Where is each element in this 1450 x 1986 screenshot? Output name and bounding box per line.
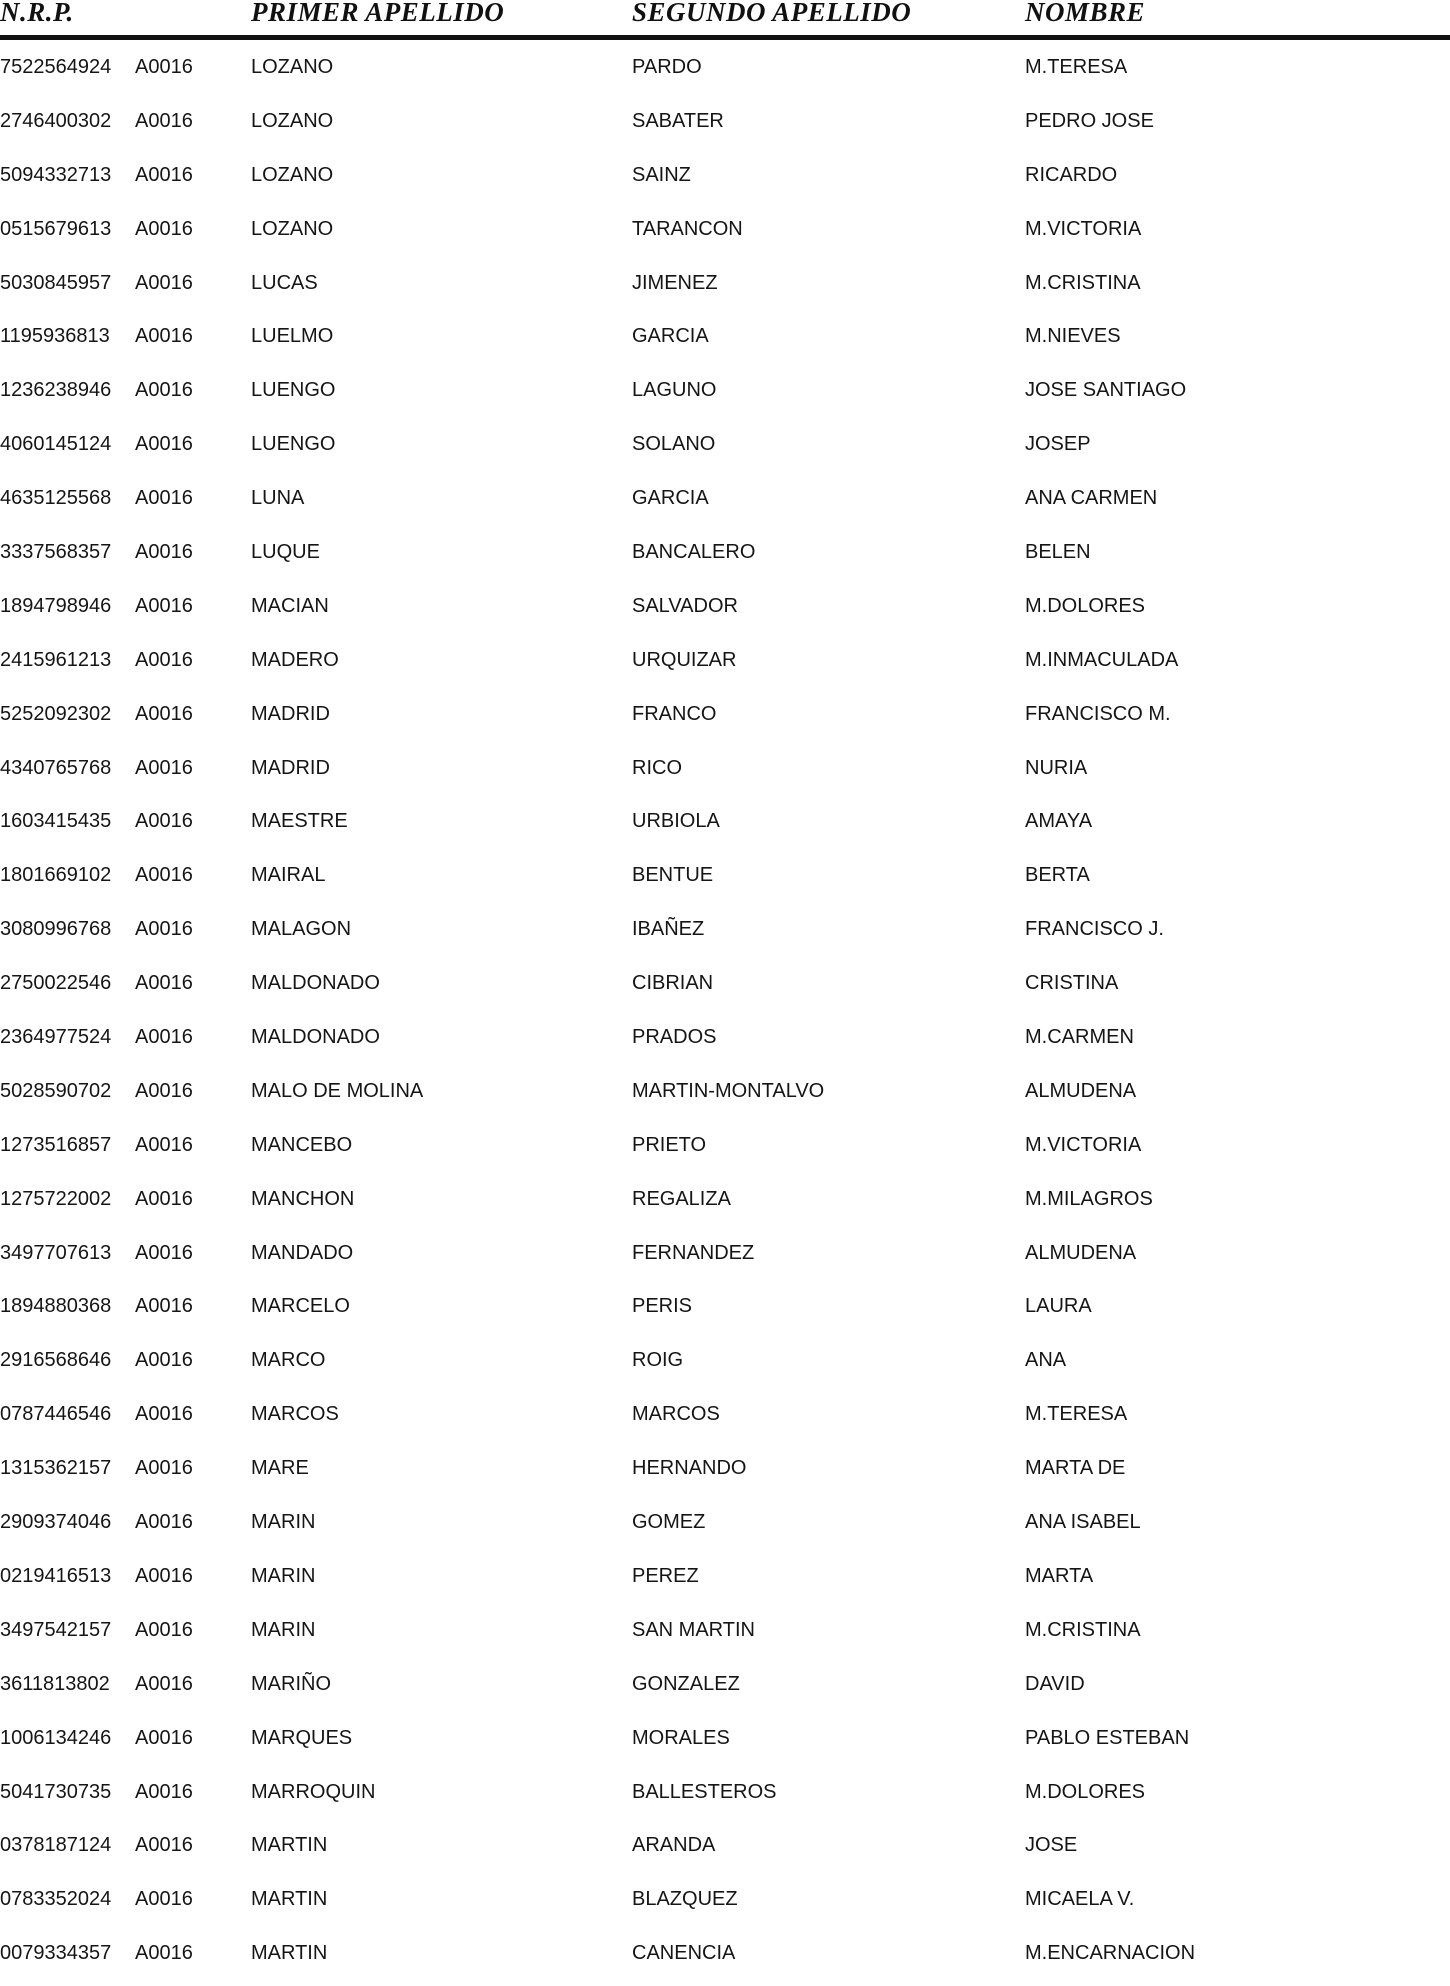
segundo-apellido-cell: PRIETO	[632, 1133, 707, 1156]
nombre-cell: FRANCISCO M.	[1025, 702, 1171, 725]
primer-apellido-cell: MARIN	[251, 1618, 316, 1641]
code-cell: A0016	[135, 972, 193, 995]
nombre-cell: M.TERESA	[1025, 56, 1128, 78]
header-nombre: NOMBRE	[1025, 0, 1146, 27]
code-cell: A0016	[135, 325, 193, 348]
segundo-apellido-cell: MORALES	[632, 1726, 730, 1749]
nombre-cell: DAVID	[1025, 1672, 1085, 1695]
table-row	[0, 423, 1450, 477]
segundo-apellido-cell: FERNANDEZ	[632, 1241, 755, 1264]
nombre-cell: MICAELA V.	[1025, 1888, 1135, 1911]
code-cell: A0016	[135, 271, 193, 294]
header-segundo-apellido: SEGUNDO APELLIDO	[632, 0, 912, 27]
nrp-cell: 0787446546	[0, 1403, 112, 1426]
header-primer-apellido: PRIMER APELLIDO	[251, 0, 505, 27]
nombre-cell: ANA	[1025, 1349, 1067, 1372]
primer-apellido-cell: MARTIN	[251, 1942, 328, 1965]
primer-apellido-cell: MARCOS	[251, 1403, 339, 1426]
nombre-cell: M.DOLORES	[1025, 1780, 1146, 1803]
primer-apellido-cell: LUNA	[251, 487, 305, 510]
table-row	[0, 1016, 1450, 1070]
code-cell: A0016	[135, 1403, 193, 1426]
primer-apellido-cell: MARROQUIN	[251, 1780, 376, 1803]
table-row	[0, 800, 1450, 854]
table-row	[0, 477, 1450, 531]
nombre-cell: NURIA	[1025, 756, 1088, 779]
nombre-cell: M.DOLORES	[1025, 594, 1146, 617]
nombre-cell: PEDRO JOSE	[1025, 109, 1154, 132]
table-row	[0, 1771, 1450, 1825]
code-cell: A0016	[135, 756, 193, 779]
segundo-apellido-cell: FRANCO	[632, 702, 717, 725]
segundo-apellido-cell: SAINZ	[632, 163, 691, 186]
primer-apellido-cell: MADRID	[251, 702, 330, 725]
nombre-cell: CRISTINA	[1025, 972, 1119, 995]
code-cell: A0016	[135, 163, 193, 186]
nombre-cell: ALMUDENA	[1025, 1241, 1137, 1264]
segundo-apellido-cell: SOLANO	[632, 433, 716, 456]
primer-apellido-cell: LOZANO	[251, 163, 334, 186]
table-row	[0, 100, 1450, 154]
nrp-cell: 5041730735	[0, 1780, 112, 1803]
table-row	[0, 1070, 1450, 1124]
segundo-apellido-cell: ROIG	[632, 1349, 684, 1372]
primer-apellido-cell: LUENGO	[251, 379, 336, 402]
primer-apellido-cell: MALAGON	[251, 918, 352, 941]
table-row	[0, 262, 1450, 316]
segundo-apellido-cell: GARCIA	[632, 325, 709, 348]
segundo-apellido-cell: URBIOLA	[632, 810, 720, 833]
table-row	[0, 1932, 1450, 1986]
nombre-cell: M.VICTORIA	[1025, 217, 1142, 240]
primer-apellido-cell: LUQUE	[251, 541, 320, 564]
table-row	[0, 962, 1450, 1016]
nombre-cell: JOSEP	[1025, 433, 1091, 456]
nrp-cell: 1894880368	[0, 1295, 112, 1318]
nrp-cell: 1603415435	[0, 810, 112, 833]
table-row	[0, 1285, 1450, 1339]
segundo-apellido-cell: PARDO	[632, 56, 702, 78]
segundo-apellido-cell: RICO	[632, 756, 682, 779]
primer-apellido-cell: MAIRAL	[251, 864, 326, 887]
segundo-apellido-cell: IBAÑEZ	[632, 918, 705, 941]
code-cell: A0016	[135, 594, 193, 617]
nombre-cell: ANA ISABEL	[1025, 1511, 1141, 1534]
nombre-cell: ANA CARMEN	[1025, 487, 1158, 510]
segundo-apellido-cell: GONZALEZ	[632, 1672, 740, 1695]
table-row	[0, 854, 1450, 908]
nrp-cell: 2916568646	[0, 1349, 112, 1372]
primer-apellido-cell: LOZANO	[251, 109, 334, 132]
table-row	[0, 908, 1450, 962]
nombre-cell: AMAYA	[1025, 810, 1093, 833]
nrp-cell: 3611813802	[0, 1672, 110, 1695]
nrp-cell: 4060145124	[0, 433, 112, 456]
segundo-apellido-cell: BLAZQUEZ	[632, 1888, 738, 1911]
table-row	[0, 1393, 1450, 1447]
primer-apellido-cell: MALDONADO	[251, 972, 380, 995]
segundo-apellido-cell: JIMENEZ	[632, 271, 718, 294]
table-row	[0, 315, 1450, 369]
table-row	[0, 693, 1450, 747]
primer-apellido-cell: MARIN	[251, 1511, 316, 1534]
segundo-apellido-cell: URQUIZAR	[632, 648, 737, 671]
code-cell: A0016	[135, 541, 193, 564]
nombre-cell: M.VICTORIA	[1025, 1133, 1142, 1156]
segundo-apellido-cell: REGALIZA	[632, 1187, 731, 1210]
code-cell: A0016	[135, 1888, 193, 1911]
code-cell: A0016	[135, 1187, 193, 1210]
nrp-cell: 3080996768	[0, 918, 112, 941]
table-row	[0, 1232, 1450, 1286]
segundo-apellido-cell: SALVADOR	[632, 594, 738, 617]
code-cell: A0016	[135, 1349, 193, 1372]
nombre-cell: MARTA	[1025, 1564, 1094, 1587]
nrp-cell: 0515679613	[0, 217, 112, 240]
segundo-apellido-cell: CIBRIAN	[632, 972, 714, 995]
table-row	[0, 585, 1450, 639]
primer-apellido-cell: MAESTRE	[251, 810, 348, 833]
table-row	[0, 1124, 1450, 1178]
segundo-apellido-cell: ARANDA	[632, 1834, 716, 1857]
nrp-cell: 7522564924	[0, 56, 112, 78]
code-cell: A0016	[135, 702, 193, 725]
nrp-cell: 0219416513	[0, 1564, 112, 1587]
table-row	[0, 1555, 1450, 1609]
table-row	[0, 1878, 1450, 1932]
nrp-cell: 1006134246	[0, 1726, 112, 1749]
nombre-cell: LAURA	[1025, 1295, 1092, 1318]
segundo-apellido-cell: LAGUNO	[632, 379, 717, 402]
table-row	[0, 1339, 1450, 1393]
segundo-apellido-cell: BALLESTEROS	[632, 1780, 777, 1803]
segundo-apellido-cell: BANCALERO	[632, 541, 756, 564]
nrp-cell: 1195936813	[0, 325, 110, 348]
header-rule	[0, 35, 1450, 40]
nrp-cell: 5252092302	[0, 702, 112, 725]
nrp-cell: 1894798946	[0, 594, 112, 617]
nrp-cell: 1801669102	[0, 864, 112, 887]
nrp-cell: 2364977524	[0, 1026, 112, 1049]
code-cell: A0016	[135, 487, 193, 510]
nrp-cell: 2750022546	[0, 972, 112, 995]
code-cell: A0016	[135, 1511, 193, 1534]
segundo-apellido-cell: PEREZ	[632, 1564, 699, 1587]
code-cell: A0016	[135, 918, 193, 941]
primer-apellido-cell: MACIAN	[251, 594, 329, 617]
nrp-cell: 2909374046	[0, 1511, 112, 1534]
table-row	[0, 531, 1450, 585]
primer-apellido-cell: LUCAS	[251, 271, 318, 294]
primer-apellido-cell: LUENGO	[251, 433, 336, 456]
table-row	[0, 1717, 1450, 1771]
table-row	[0, 1824, 1450, 1878]
primer-apellido-cell: MANCHON	[251, 1187, 355, 1210]
primer-apellido-cell: MADERO	[251, 648, 339, 671]
nrp-cell: 2415961213	[0, 648, 112, 671]
nrp-cell: 1315362157	[0, 1457, 112, 1480]
nrp-cell: 0783352024	[0, 1888, 112, 1911]
table-row	[0, 208, 1450, 262]
nombre-cell: M.MILAGROS	[1025, 1187, 1153, 1210]
table-row	[0, 1663, 1450, 1717]
table-row	[0, 1609, 1450, 1663]
segundo-apellido-cell: TARANCON	[632, 217, 743, 240]
code-cell: A0016	[135, 1241, 193, 1264]
code-cell: A0016	[135, 864, 193, 887]
nrp-cell: 4635125568	[0, 487, 112, 510]
nrp-cell: 4340765768	[0, 756, 112, 779]
segundo-apellido-cell: CANENCIA	[632, 1942, 736, 1965]
primer-apellido-cell: MARQUES	[251, 1726, 353, 1749]
nombre-cell: M.TERESA	[1025, 1403, 1128, 1426]
primer-apellido-cell: MARE	[251, 1457, 309, 1480]
table-row	[0, 369, 1450, 423]
nombre-cell: BERTA	[1025, 864, 1090, 887]
code-cell: A0016	[135, 1618, 193, 1641]
nombre-cell: M.INMACULADA	[1025, 648, 1179, 671]
nombre-cell: ALMUDENA	[1025, 1079, 1137, 1102]
primer-apellido-cell: MARIN	[251, 1564, 316, 1587]
nrp-cell: 1273516857	[0, 1133, 112, 1156]
nombre-cell: M.NIEVES	[1025, 325, 1121, 348]
nrp-cell: 0079334357	[0, 1942, 112, 1965]
nrp-cell: 3337568357	[0, 541, 112, 564]
nrp-cell: 1275722002	[0, 1187, 112, 1210]
nrp-cell: 5030845957	[0, 271, 112, 294]
table-header	[0, 0, 1450, 38]
segundo-apellido-cell: SAN MARTIN	[632, 1618, 755, 1641]
header-nrp: N.R.P.	[0, 0, 74, 27]
segundo-apellido-cell: MARCOS	[632, 1403, 720, 1426]
code-cell: A0016	[135, 1780, 193, 1803]
nombre-cell: BELEN	[1025, 541, 1091, 564]
code-cell: A0016	[135, 1672, 193, 1695]
primer-apellido-cell: MALDONADO	[251, 1026, 380, 1049]
code-cell: A0016	[135, 1295, 193, 1318]
nombre-cell: M.CRISTINA	[1025, 1618, 1141, 1641]
nrp-cell: 0378187124	[0, 1834, 112, 1857]
code-cell: A0016	[135, 379, 193, 402]
code-cell: A0016	[135, 1079, 193, 1102]
segundo-apellido-cell: PRADOS	[632, 1026, 717, 1049]
code-cell: A0016	[135, 56, 193, 78]
code-cell: A0016	[135, 1026, 193, 1049]
primer-apellido-cell: LUELMO	[251, 325, 334, 348]
segundo-apellido-cell: PERIS	[632, 1295, 693, 1318]
primer-apellido-cell: MARTIN	[251, 1888, 328, 1911]
primer-apellido-cell: LOZANO	[251, 56, 334, 78]
code-cell: A0016	[135, 1942, 193, 1965]
code-cell: A0016	[135, 433, 193, 456]
code-cell: A0016	[135, 109, 193, 132]
primer-apellido-cell: LOZANO	[251, 217, 334, 240]
primer-apellido-cell: MANCEBO	[251, 1133, 353, 1156]
segundo-apellido-cell: GARCIA	[632, 487, 709, 510]
code-cell: A0016	[135, 1564, 193, 1587]
segundo-apellido-cell: HERNANDO	[632, 1457, 747, 1480]
segundo-apellido-cell: MARTIN-MONTALVO	[632, 1079, 825, 1102]
table-row	[0, 1178, 1450, 1232]
nombre-cell: PABLO ESTEBAN	[1025, 1726, 1190, 1749]
code-cell: A0016	[135, 1834, 193, 1857]
nombre-cell: M.ENCARNACION	[1025, 1942, 1196, 1965]
segundo-apellido-cell: GOMEZ	[632, 1511, 706, 1534]
code-cell: A0016	[135, 217, 193, 240]
table-row	[0, 1501, 1450, 1555]
nombre-cell: M.CRISTINA	[1025, 271, 1141, 294]
primer-apellido-cell: MARCELO	[251, 1295, 350, 1318]
nrp-cell: 5094332713	[0, 163, 112, 186]
nrp-cell: 5028590702	[0, 1079, 112, 1102]
segundo-apellido-cell: SABATER	[632, 109, 724, 132]
code-cell: A0016	[135, 1726, 193, 1749]
table-row	[0, 747, 1450, 801]
table-row	[0, 46, 1450, 100]
code-cell: A0016	[135, 1457, 193, 1480]
nrp-cell: 3497707613	[0, 1241, 112, 1264]
nrp-cell: 2746400302	[0, 109, 112, 132]
code-cell: A0016	[135, 1133, 193, 1156]
nombre-cell: MARTA DE	[1025, 1457, 1126, 1480]
primer-apellido-cell: MARIÑO	[251, 1672, 331, 1695]
segundo-apellido-cell: BENTUE	[632, 864, 714, 887]
nombre-cell: FRANCISCO J.	[1025, 918, 1164, 941]
nrp-cell: 1236238946	[0, 379, 112, 402]
table-body	[0, 46, 1450, 1986]
table-row	[0, 154, 1450, 208]
primer-apellido-cell: MARCO	[251, 1349, 326, 1372]
primer-apellido-cell: MALO DE MOLINA	[251, 1079, 424, 1102]
primer-apellido-cell: MARTIN	[251, 1834, 328, 1857]
table-row	[0, 1447, 1450, 1501]
code-cell: A0016	[135, 648, 193, 671]
primer-apellido-cell: MANDADO	[251, 1241, 354, 1264]
primer-apellido-cell: MADRID	[251, 756, 330, 779]
nombre-cell: RICARDO	[1025, 163, 1118, 186]
nombre-cell: M.CARMEN	[1025, 1026, 1134, 1049]
nombre-cell: JOSE SANTIAGO	[1025, 379, 1187, 402]
table-row	[0, 639, 1450, 693]
code-cell: A0016	[135, 810, 193, 833]
nombre-cell: JOSE	[1025, 1834, 1078, 1857]
nrp-cell: 3497542157	[0, 1618, 112, 1641]
